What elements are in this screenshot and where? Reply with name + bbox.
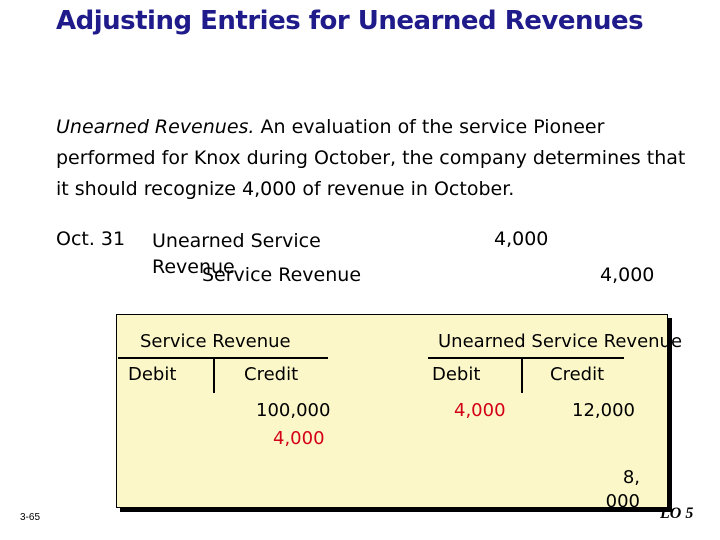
t-account-top-rule <box>118 357 328 359</box>
entry-credit-account: Service Revenue <box>202 264 362 286</box>
t-account-ending-balance: 8, 000 <box>605 467 640 512</box>
t-account-credit-adjustment: 4,000 <box>273 428 325 449</box>
t-account-debit-label: Debit <box>432 364 481 385</box>
t-account-title: Unearned Service Revenue <box>438 331 683 352</box>
t-account-credit-balance: 12,000 <box>572 400 635 421</box>
t-account-divider <box>521 357 523 393</box>
t-account-title: Service Revenue <box>140 331 291 352</box>
t-account-credit-balance: 100,000 <box>256 400 331 421</box>
entry-credit-amount: 4,000 <box>600 264 655 286</box>
t-account-top-rule <box>428 357 624 359</box>
entry-debit-account: Unearned Service Revenue <box>152 230 321 278</box>
t-account-divider <box>213 357 215 393</box>
slide-title: Adjusting Entries for Unearned Revenues <box>56 6 644 36</box>
description-paragraph <box>56 112 686 205</box>
entry-date: Oct. 31 <box>56 228 126 250</box>
learning-objective-label: LO 5 <box>660 505 694 522</box>
t-account-credit-label: Credit <box>550 364 605 385</box>
t-account-credit-label: Credit <box>244 364 299 385</box>
entry-debit-amount: 4,000 <box>494 228 549 250</box>
slide-number: 3-65 <box>20 512 41 523</box>
t-account-debit-label: Debit <box>128 364 177 385</box>
paragraph-lead: Unearned Revenues. <box>56 116 255 138</box>
t-account-debit-adjustment: 4,000 <box>454 400 506 421</box>
paragraph-text: An evaluation of the service Pioneer performed for Knox during October, the company determines that it should recognize 4,000 of revenue in October. <box>56 116 686 200</box>
